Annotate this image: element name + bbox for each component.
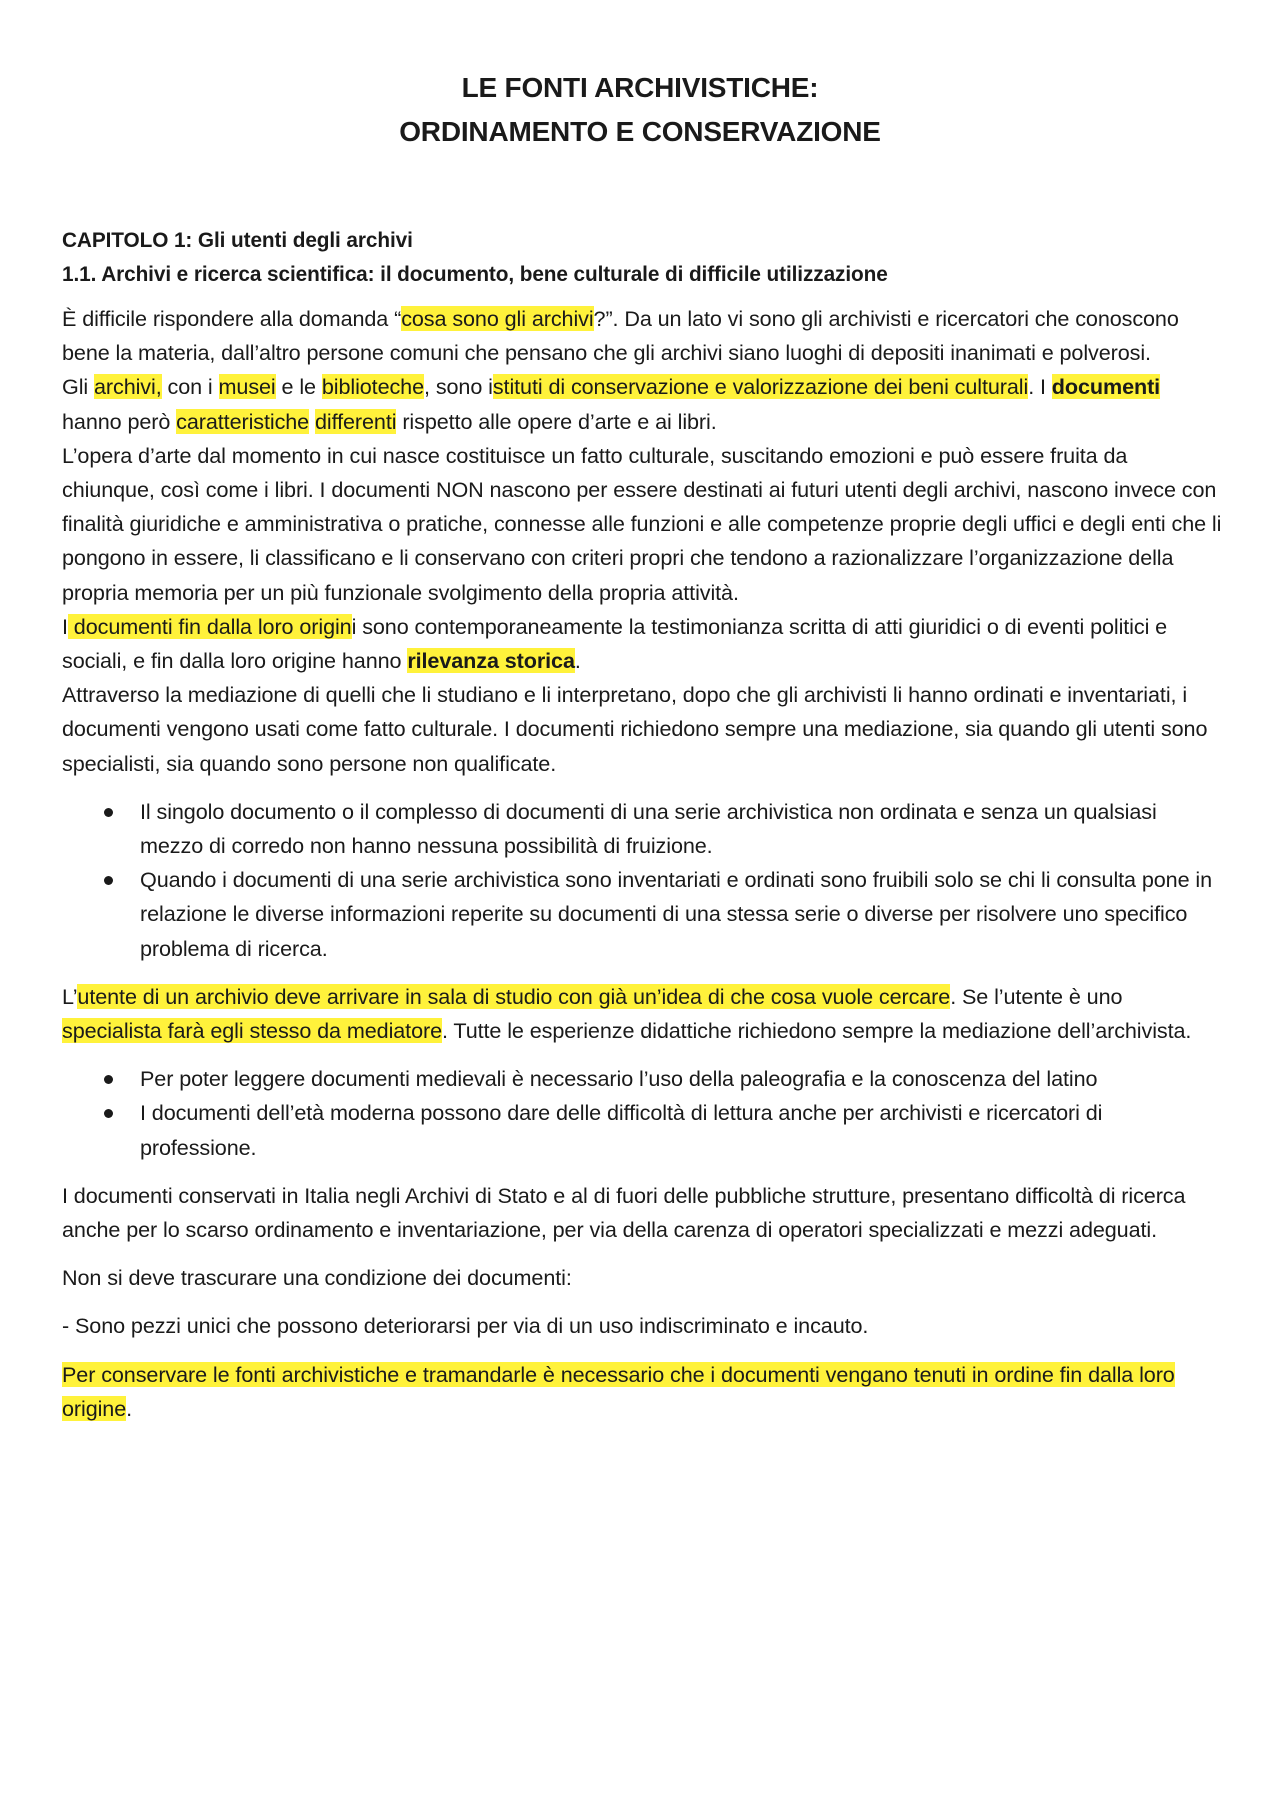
bullet-list-2 [62,1062,1222,1165]
paragraph-1 [62,302,1222,370]
highlight-cosa-sono-gli-archivi: cosa sono gli archivi [401,306,594,331]
list-item: Per poter leggere documenti medievali è necessario l’uso della paleografia e la conoscenza del latino [62,1062,1222,1096]
document-title-line-2: ORDINAMENTO E CONSERVAZIONE [399,116,881,147]
paragraph-2-text: . I [1028,374,1052,400]
paragraph-7: I documenti conservati in Italia negli Archivi di Stato e al di fuori delle pubbliche strutture, presentano difficoltà di ricerca anche per lo scarso ordinamento e inventariazione, per via della carenza di operatori specializzati e mezzi adeguati. [62,1182,1186,1243]
highlight-specialista: specialista farà egli stesso da mediatore [62,1018,442,1044]
highlight-caratteristiche: caratteristiche [176,408,310,434]
section-heading: 1.1. Archivi e ricerca scientifica: il documento, bene culturale di difficile utilizzazione [62,263,888,286]
highlight-documenti-bold: documenti [1051,374,1161,400]
paragraph-4-text: i sono contemporaneamente la testimonianza scritta di atti giuridici o di eventi politici e sociali, e fin dalla loro origine hanno [62,613,1168,674]
paragraph-10-text-end: . [126,1395,133,1421]
paragraph-2-text-end: rispetto alle opere d’arte e ai libri. [396,408,717,434]
paragraph-6-text: . Se l’utente è uno [950,983,1123,1009]
highlight-documenti-fin-dalla-loro-origine: documenti fin dalla loro origin [67,613,352,639]
highlight-istituti: stituti di conservazione e valorizzazione dei beni culturali [492,374,1029,400]
paragraph-4-text-end: . [574,648,581,674]
paragraph-2-text: , sono i [424,374,493,400]
paragraph-8: Non si deve trascurare una condizione dei documenti: [62,1265,572,1291]
list-item: Quando i documenti di una serie archivistica sono inventariati e ordinati sono fruibili solo se chi li consulta pone in relazione le diverse informazioni reperite su documenti di una stessa serie o diverse per risolvere uno specifico problema di ricerca. [62,863,1222,966]
paragraph-2-text: e le [275,374,322,400]
document-body [62,224,1222,1426]
paragraph-2-text: Gli [62,374,94,400]
paragraph-1-text: È difficile rispondere alla domanda “ [62,306,402,331]
paragraph-6 [62,980,1222,1048]
paragraph-2 [62,370,1222,438]
bullet-list-1 [62,795,1222,966]
paragraph-5: Attraverso la mediazione di quelli che li studiano e li interpretano, dopo che gli archivisti li hanno ordinati e inventariati, i documenti vengono usati come fatto culturale. I documenti richiedono sempre una mediazione, sia quando gli utenti sono specialisti, sia quando sono persone non qualificate. [62,682,1208,776]
highlight-rilevanza-storica: rilevanza storica [407,648,575,674]
highlight-archivi: archivi, [94,374,162,400]
paragraph-3: L’opera d’arte dal momento in cui nasce costituisce un fatto culturale, suscitando emozioni e può essere fruita da chiunque, così come i libri. I documenti NON nascono per essere destinati ai futuri utenti degli archivi, nascono invece con finalità giuridiche e amministrativa o pratiche, connesse alle funzioni e alle competenze proprie degli uffici e degli enti che li pongono in essere, li classificano e li conservano con criteri propri che tendono a razionalizzare l’organizzazione della propria memoria per un più funzionale svolgimento della propria attività. [62,442,1222,605]
paragraph-10 [62,1358,1222,1426]
highlight-per-conservare: Per conservare le fonti archivistiche e tramandarle è necessario che i documenti vengano tenuti in ordine fin dalla loro origine [62,1361,1175,1421]
document-title-line-1: LE FONTI ARCHIVISTICHE: [461,72,819,103]
paragraph-2-text: hanno però [62,408,177,434]
paragraph-4 [62,610,1222,678]
paragraph-2-text: con i [161,374,219,400]
highlight-biblioteche: biblioteche [321,374,425,400]
highlight-musei: musei [218,374,276,400]
list-item: Il singolo documento o il complesso di documenti di una serie archivistica non ordinata e senza un qualsiasi mezzo di corredo non hanno nessuna possibilità di fruizione. [62,795,1222,863]
paragraph-1-text-end: ?”. Da un lato vi sono gli archivisti e ricercatori che conoscono bene la materia, dall’altro persone comuni che pensano che gli archivi siano luoghi di depositi inanimati e polverosi. [62,306,1179,366]
paragraph-6-text: L’ [62,983,78,1009]
chapter-heading: CAPITOLO 1: Gli utenti degli archivi [62,229,413,252]
paragraph-6-text-end: . Tutte le esperienze didattiche richiedono sempre la mediazione dell’archivista. [442,1018,1192,1044]
highlight-differenti: differenti [315,408,397,434]
highlight-utente-di-un-archivio: utente di un archivio deve arrivare in sala di studio con già un’idea di che cosa vuole cercare [77,983,951,1009]
paragraph-4-text: I [62,613,68,639]
list-item: I documenti dell’età moderna possono dare delle difficoltà di lettura anche per archivisti e ricercatori di professione. [62,1096,1222,1164]
paragraph-9: - Sono pezzi unici che possono deteriorarsi per via di un uso indiscriminato e incauto. [62,1313,869,1339]
